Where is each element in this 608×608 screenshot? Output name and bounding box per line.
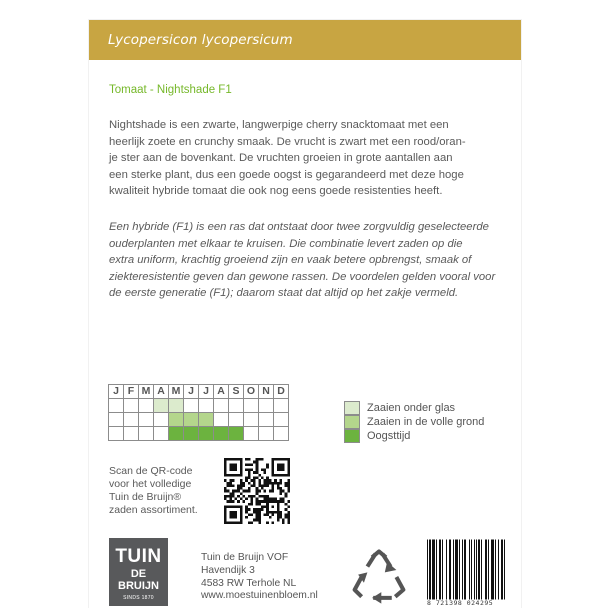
hybrid-note-line: Een hybride (F1) is een ras dat ontstaat door twee zorgvuldig geselecteerde	[109, 221, 489, 233]
description-line: je ster aan de bovenkant. De vruchten groeien in grote aantallen aan	[109, 152, 453, 165]
calendar-cell-grond-9	[244, 413, 259, 427]
logo-line-1: TUIN	[115, 546, 162, 567]
description-line: Nightshade is een zwarte, langwerpige cherry snacktomaat met een	[109, 119, 449, 131]
calendar-cell-oogst-9	[244, 427, 259, 441]
calendar-row-grond	[109, 413, 289, 427]
qr-text-line: voor het volledige	[109, 478, 192, 490]
legend-swatch-grond	[344, 415, 360, 429]
qr-instructions	[109, 465, 219, 517]
calendar-cell-glas-2	[139, 399, 154, 413]
calendar-cell-oogst-6	[199, 427, 214, 441]
calendar-cell-glas-10	[259, 399, 274, 413]
barcode-number: 8 721398 024295	[427, 599, 494, 607]
latin-name: Lycopersicon lycopersicum	[108, 32, 293, 48]
calendar-cell-oogst-7	[214, 427, 229, 441]
sowing-calendar	[108, 384, 289, 441]
hybrid-note-line: de eerste generatie (F1); daarom staat dat altijd op het zakje vermeld.	[109, 287, 459, 300]
calendar-cell-glas-6	[199, 399, 214, 413]
calendar-cell-grond-0	[109, 413, 124, 427]
hybrid-note-line: ouderplanten met elkaar te kruisen. Die combinatie levert zaden op die	[109, 237, 463, 250]
header-band	[89, 20, 521, 60]
calendar-cell-glas-7	[214, 399, 229, 413]
calendar-month-9: O	[244, 385, 259, 399]
legend-swatch-oogst	[344, 429, 360, 443]
calendar-cell-grond-8	[229, 413, 244, 427]
calendar-month-row	[109, 385, 289, 399]
calendar-cell-glas-0	[109, 399, 124, 413]
company-name: Tuin de Bruijn VOF	[201, 552, 289, 563]
calendar-cell-grond-11	[274, 413, 289, 427]
calendar-month-3: A	[154, 385, 169, 399]
calendar-cell-oogst-11	[274, 427, 289, 441]
calendar-cell-glas-9	[244, 399, 259, 413]
seed-packet-back	[89, 20, 521, 608]
company-address	[201, 552, 318, 603]
legend-item-glas	[344, 401, 484, 415]
qr-text-line: Tuin de Bruijn®	[109, 491, 182, 503]
company-city: 4583 RW Terhole NL	[201, 577, 297, 589]
legend-label-grond: Zaaien in de volle grond	[367, 416, 485, 428]
calendar-month-10: N	[259, 385, 274, 399]
legend-label-glas: Zaaien onder glas	[367, 402, 456, 414]
calendar-cell-grond-4	[169, 413, 184, 427]
calendar-month-6: J	[199, 385, 214, 399]
calendar-cell-glas-8	[229, 399, 244, 413]
calendar-cell-oogst-5	[184, 427, 199, 441]
calendar-cell-oogst-1	[124, 427, 139, 441]
qr-code-icon[interactable]	[224, 458, 290, 524]
description-line: heerlijk zoete en crunchy smaak. De vrucht is zwart met een rood/oran-	[109, 135, 466, 148]
calendar-month-8: S	[229, 385, 244, 399]
calendar-cell-grond-10	[259, 413, 274, 427]
product-subtitle: Tomaat - Nightshade F1	[109, 84, 232, 96]
company-website[interactable]: www.moestuinenbloem.nl	[201, 590, 318, 602]
calendar-month-11: D	[274, 385, 289, 399]
barcode-icon	[426, 535, 506, 608]
calendar-month-2: M	[139, 385, 154, 399]
company-street: Havendijk 3	[201, 564, 255, 576]
tuin-de-bruijn-logo	[109, 538, 168, 606]
calendar-cell-oogst-8	[229, 427, 244, 441]
calendar-cell-glas-1	[124, 399, 139, 413]
calendar-month-0: J	[109, 385, 124, 399]
legend-swatch-glas	[344, 401, 360, 415]
calendar-cell-oogst-2	[139, 427, 154, 441]
calendar-cell-grond-6	[199, 413, 214, 427]
legend-item-grond	[344, 415, 484, 429]
calendar-cell-grond-7	[214, 413, 229, 427]
calendar-cell-grond-5	[184, 413, 199, 427]
calendar-row-oogst	[109, 427, 289, 441]
calendar-cell-oogst-3	[154, 427, 169, 441]
calendar-month-4: M	[169, 385, 184, 399]
logo-line-3: SINDS 1870	[123, 595, 154, 601]
calendar-cell-oogst-10	[259, 427, 274, 441]
hybrid-note-line: ziekteresistentie geven dan gewone rassen. De voordelen gelden vooral voor	[109, 270, 496, 283]
calendar-cell-grond-1	[124, 413, 139, 427]
legend-label-oogst: Oogsttijd	[367, 430, 411, 442]
product-description	[109, 117, 511, 200]
qr-text-line: Scan de QR-code	[109, 465, 193, 477]
calendar-row-glas	[109, 399, 289, 413]
calendar-month-7: A	[214, 385, 229, 399]
description-line: een sterke plant, dus een goede oogst is gegarandeerd met deze hoge	[109, 168, 464, 181]
calendar-legend	[344, 401, 484, 443]
calendar-cell-glas-5	[184, 399, 199, 413]
hybrid-note	[109, 219, 513, 302]
calendar-cell-glas-11	[274, 399, 289, 413]
logo-line-2: DE BRUIJN	[118, 568, 159, 592]
calendar-cell-oogst-0	[109, 427, 124, 441]
calendar-cell-glas-3	[154, 399, 169, 413]
calendar-cell-glas-4	[169, 399, 184, 413]
description-line: kwaliteit hybride tomaat die ook nog eens goede resistenties heeft.	[109, 185, 443, 198]
recycle-icon	[350, 549, 408, 605]
legend-item-oogst	[344, 429, 484, 443]
calendar-month-5: J	[184, 385, 199, 399]
calendar-cell-grond-2	[139, 413, 154, 427]
hybrid-note-line: extra uniform, krachtig groeiend zijn en vaak betere opbrengst, smaak of	[109, 254, 472, 267]
qr-text-line: zaden assortiment.	[109, 504, 198, 516]
calendar-cell-oogst-4	[169, 427, 184, 441]
calendar-cell-grond-3	[154, 413, 169, 427]
calendar-month-1: F	[124, 385, 139, 399]
